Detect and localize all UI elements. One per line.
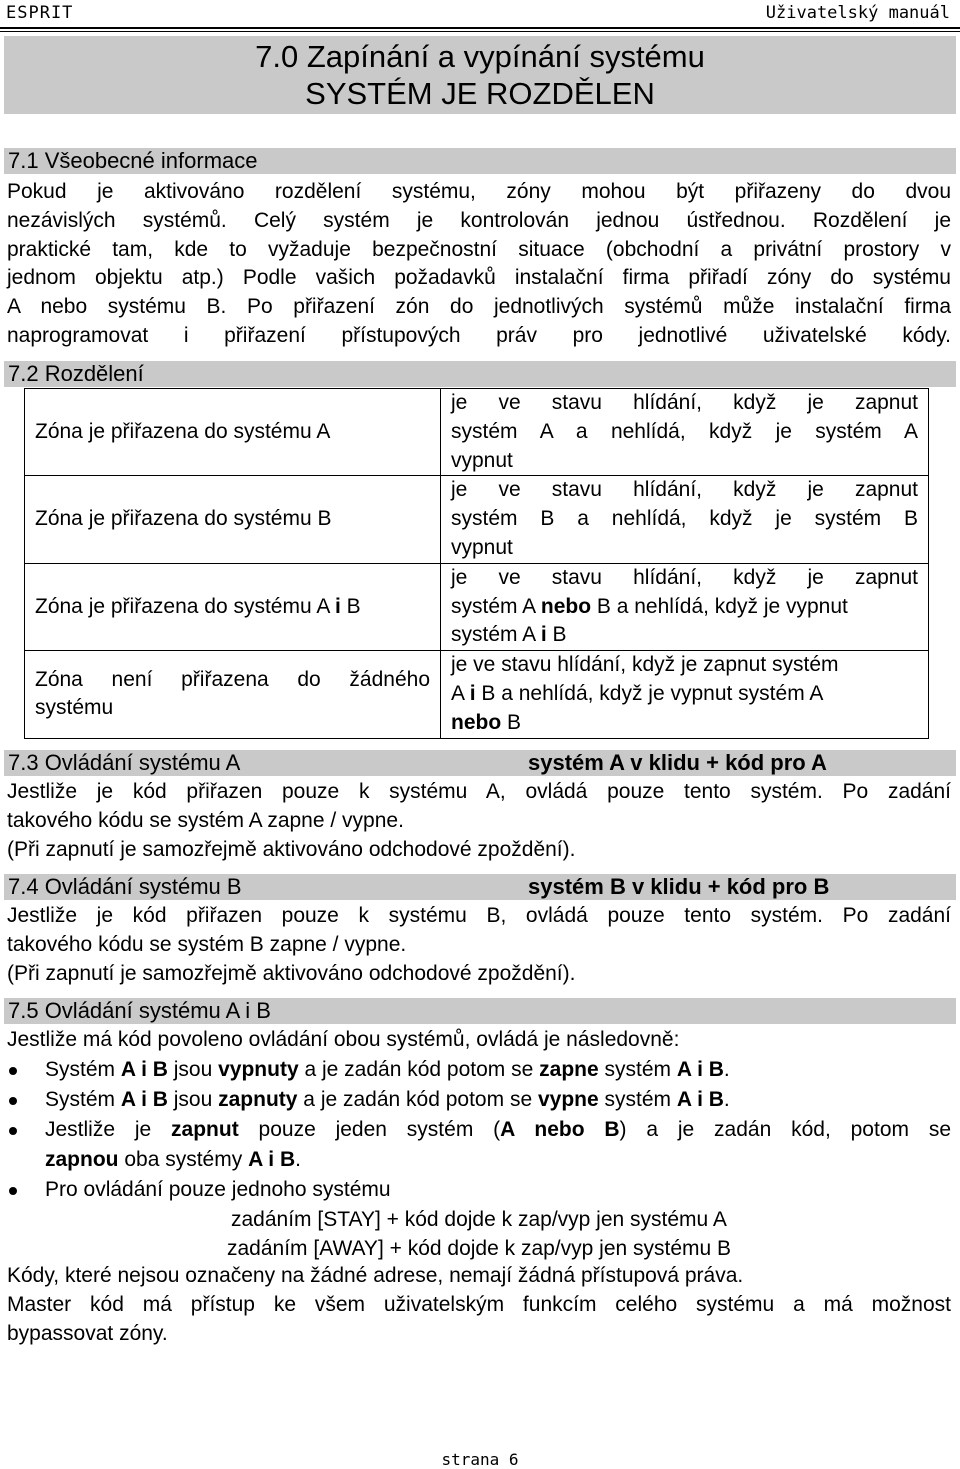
- chapter-title-box: [4, 36, 956, 114]
- item-text: .: [723, 1058, 730, 1081]
- text-line: Pokud je aktivováno rozdělení systému, zóny mohou být přiřazeny do dvou: [7, 180, 951, 203]
- section-7-3-text: [7, 778, 951, 864]
- manual-label: Uživatelský manuál: [765, 3, 950, 23]
- item-text: systém: [598, 1058, 677, 1081]
- text-line: bypassovat zóny.: [7, 1321, 168, 1345]
- item-text-bold: A nebo B: [500, 1118, 620, 1141]
- item-text-bold: A i B: [120, 1058, 168, 1081]
- text-line: Jestliže má kód povoleno ovládání obou systémů, ovládá je následovně:: [7, 1028, 680, 1051]
- state-text: systém A: [451, 594, 541, 618]
- state-line: je ve stavu hlídání, když je zapnut systém: [451, 653, 839, 677]
- zone-cell: [25, 476, 441, 563]
- state-line: [451, 593, 918, 622]
- table-row: [25, 476, 929, 563]
- item-text-bold: zapnou: [45, 1148, 119, 1171]
- section-7-4-heading: 7.4 Ovládání systému B: [8, 874, 242, 899]
- chapter-subtitle: SYSTÉM JE ROZDĚLEN: [305, 76, 655, 111]
- item-text-bold: zapnuty: [218, 1088, 298, 1111]
- item-text: jsou: [167, 1088, 219, 1111]
- text-line: takového kódu se systém B zapne / vypne.: [7, 932, 407, 956]
- item-text: Systém: [45, 1058, 121, 1081]
- section-7-1-heading-bar: [4, 148, 956, 174]
- item-text: Pro ovládání pouze jednoho systému: [45, 1178, 391, 1201]
- state-line: systém A a nehlídá, když je systém A: [451, 419, 918, 443]
- section-7-5-intro: [7, 1026, 951, 1055]
- state-text-bold: nebo: [540, 594, 592, 618]
- state-text: B a nehlídá, když je vypnut systém A: [475, 681, 824, 705]
- state-cell: [441, 651, 929, 738]
- state-text-bold: i: [469, 681, 476, 705]
- item-text: .: [723, 1088, 730, 1111]
- bullet-icon: [9, 1127, 17, 1135]
- page-number: strana 6: [441, 1450, 519, 1469]
- state-line: je ve stavu hlídání, když je zapnut: [451, 478, 918, 502]
- item-text-bold: vypne: [537, 1088, 599, 1111]
- zone-label: systému: [35, 696, 114, 720]
- section-7-4-heading-bar: [4, 874, 956, 900]
- bullet-icon: [9, 1067, 17, 1075]
- section-7-5-heading: 7.5 Ovládání systému A i B: [8, 998, 271, 1023]
- bullet-icon: [9, 1187, 17, 1195]
- zone-label: Zóna je přiřazena do systému A: [35, 419, 331, 443]
- page-header: [0, 0, 960, 26]
- zone-label: Zóna je přiřazena do systému B: [35, 507, 332, 531]
- item-text: zadáním [STAY] + kód dojde k zap/vyp jen systému A: [231, 1208, 727, 1231]
- item-text: zadáním [AWAY] + kód dojde k zap/vyp jen systému B: [227, 1237, 732, 1260]
- section-7-2-heading-bar: [4, 361, 956, 387]
- state-line: je ve stavu hlídání, když je zapnut: [451, 565, 918, 589]
- zone-label: B: [340, 594, 361, 618]
- text-line: naprogramovat i přiřazení přístupových práv pro jednotlivé uživatelské kódy.: [7, 323, 951, 347]
- list-item: [7, 1055, 951, 1085]
- text-line: (Při zapnutí je samozřejmě aktivováno odchodové zpoždění).: [7, 961, 576, 985]
- brand-label: ESPRIT: [6, 3, 74, 23]
- list-item: [7, 1085, 951, 1115]
- section-7-5-heading-bar: [4, 998, 956, 1024]
- item-text: Jestliže je: [45, 1118, 172, 1141]
- state-text-bold: i: [540, 623, 547, 647]
- item-text: a je zadán kód potom se: [298, 1058, 540, 1081]
- state-line: vypnut: [451, 535, 513, 559]
- zone-label: Zóna není přiřazena do žádného: [35, 667, 430, 691]
- section-7-1-text: [7, 178, 951, 351]
- zone-label-bold: i: [335, 594, 341, 618]
- section-7-2-heading: 7.2 Rozdělení: [8, 361, 144, 386]
- text-line: jednom objektu atp.) Podle vašich požadavků instalační firma přiřadí zóny do systému: [7, 266, 951, 290]
- section-7-3-heading: 7.3 Ovládání systému A: [8, 750, 241, 775]
- item-line: [45, 1115, 951, 1145]
- table-row: [25, 389, 929, 476]
- header-rule-thin: [0, 31, 960, 32]
- item-text-bold: A i B: [676, 1088, 724, 1111]
- state-text-bold: nebo: [451, 710, 502, 734]
- item-text: oba systémy: [118, 1148, 249, 1171]
- section-7-5-outro: [7, 1262, 951, 1348]
- state-line: systém B a nehlídá, když je systém B: [451, 507, 918, 531]
- item-text: a je zadán kód potom se: [297, 1088, 538, 1111]
- table-row: [25, 563, 929, 650]
- bullet-icon: [9, 1097, 17, 1105]
- state-text: systém A: [451, 623, 541, 647]
- item-text: .: [295, 1148, 301, 1171]
- text-line: nezávislých systémů. Celý systém je kontrolován jednou ústřednou. Rozdělení je: [7, 208, 951, 232]
- state-cell: [441, 476, 929, 563]
- zone-cell: [25, 389, 441, 476]
- text-line: A nebo systému B. Po přiřazení zón do jednotlivých systémů může instalační firma: [7, 295, 951, 319]
- text-line: Jestliže je kód přiřazen pouze k systému B, ovládá pouze tento systém. Po zadání: [7, 904, 951, 927]
- zone-cell: [25, 563, 441, 650]
- section-7-3-condition: systém A v klidu + kód pro A: [528, 750, 827, 775]
- state-text: A: [451, 681, 470, 705]
- control-bullet-list: [7, 1055, 951, 1263]
- text-line: (Při zapnutí je samozřejmě aktivováno odchodové zpoždění).: [7, 837, 576, 861]
- item-text-bold: A i B: [248, 1148, 296, 1171]
- text-line: takového kódu se systém A zapne / vypne.: [7, 808, 404, 832]
- item-text: ) a je zadán kód, potom se: [619, 1118, 952, 1141]
- list-item: [7, 1175, 951, 1263]
- zone-assignment-table: [24, 388, 929, 739]
- state-text: B: [546, 623, 567, 647]
- section-7-3-heading-bar: [4, 750, 956, 776]
- state-line: [451, 709, 918, 738]
- state-text: B a nehlídá, když je vypnut: [591, 594, 848, 618]
- item-text: systém: [598, 1088, 677, 1111]
- item-text-bold: vypnuty: [218, 1058, 299, 1081]
- chapter-title: 7.0 Zapínání a vypínání systému: [255, 39, 705, 74]
- text-line: Jestliže je kód přiřazen pouze k systému A, ovládá pouze tento systém. Po zadání: [7, 780, 951, 803]
- text-line: Kódy, které nejsou označeny na žádné adrese, nemají žádná přístupová práva.: [7, 1264, 744, 1287]
- header-rule: [0, 27, 960, 29]
- item-text-bold: zapnut: [171, 1118, 239, 1141]
- state-line: [451, 680, 918, 709]
- section-7-1-heading: 7.1 Všeobecné informace: [8, 148, 258, 173]
- item-text-bold: A i B: [120, 1088, 168, 1111]
- state-line: vypnut: [451, 448, 513, 472]
- list-item: [7, 1115, 951, 1175]
- state-cell: [441, 563, 929, 650]
- item-text-bold: zapne: [539, 1058, 599, 1081]
- text-line: Master kód má přístup ke všem uživatelským funkcím celého systému a má možnost: [7, 1292, 951, 1316]
- item-text-bold: A i B: [676, 1058, 724, 1081]
- item-text: jsou: [167, 1058, 219, 1081]
- item-line: [45, 1145, 951, 1175]
- state-line: [451, 621, 918, 650]
- section-7-4-condition: systém B v klidu + kód pro B: [528, 874, 830, 899]
- state-cell: [441, 389, 929, 476]
- item-text: pouze jeden systém (: [238, 1118, 501, 1141]
- state-text: B: [501, 710, 522, 734]
- table-row: [25, 651, 929, 738]
- zone-cell: [25, 651, 441, 738]
- state-line: je ve stavu hlídání, když je zapnut: [451, 391, 918, 414]
- item-text: Systém: [45, 1088, 121, 1111]
- section-7-4-text: [7, 902, 951, 988]
- zone-label: Zóna je přiřazena do systému A: [35, 594, 335, 618]
- text-line: praktické tam, kde to vyžaduje bezpečnostní situace (obchodní a privátní prostory v: [7, 237, 951, 261]
